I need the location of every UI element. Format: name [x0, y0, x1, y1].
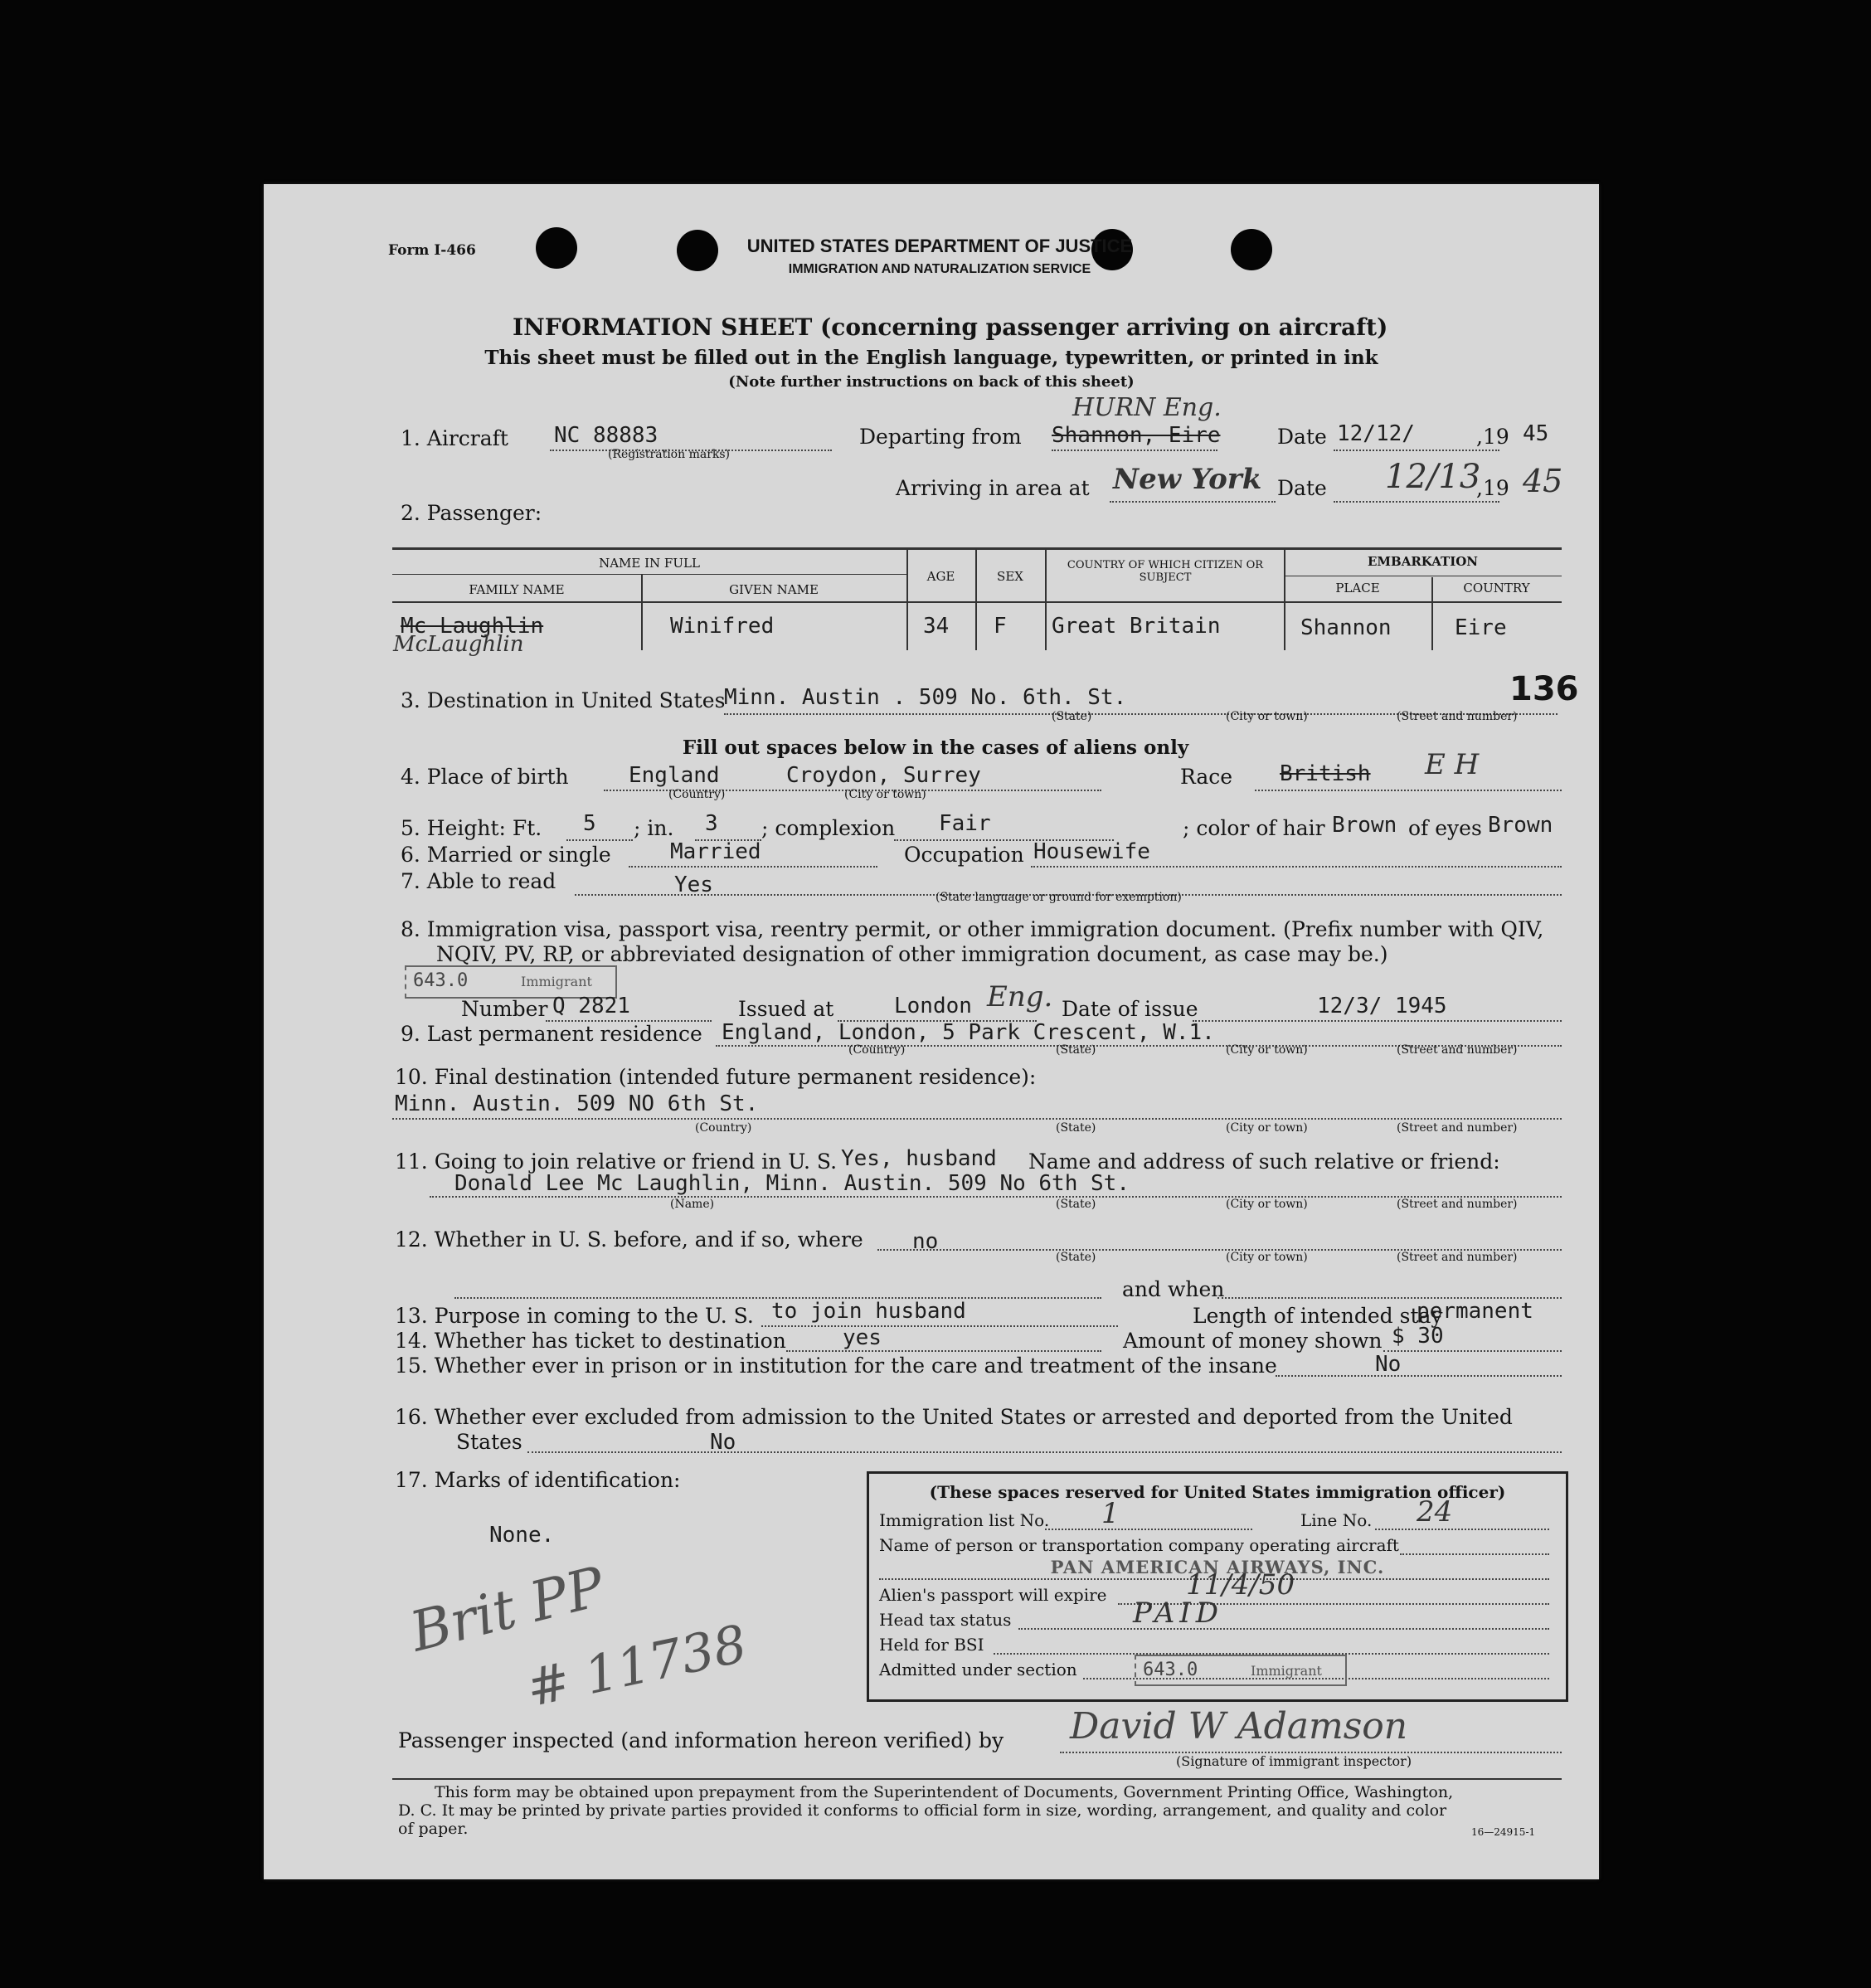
- street-caption: (Street and number): [1397, 1121, 1518, 1135]
- table-header-rule: [392, 574, 908, 575]
- table-divider: [975, 549, 977, 650]
- issue-date-value: 12/3/ 1945: [1317, 994, 1447, 1018]
- stamped-number: 136: [1509, 670, 1579, 708]
- name-in-full-header: NAME IN FULL: [599, 556, 700, 571]
- arriving-line: [1110, 501, 1276, 503]
- head-tax-value: PAID: [1133, 1597, 1223, 1630]
- purpose-line: [761, 1325, 1118, 1327]
- table-top-rule: [392, 547, 1562, 550]
- height-in-label: ; in.: [634, 816, 674, 840]
- country-caption: (Country): [848, 1043, 906, 1057]
- read-value: Yes: [674, 872, 713, 897]
- relative-name-label: Name and address of such relative or friend:: [1028, 1150, 1500, 1174]
- married-value: Married: [670, 839, 761, 864]
- occupation-value: Housewife: [1033, 839, 1150, 864]
- eyes-label: of eyes: [1408, 816, 1482, 840]
- city-caption: (City or town): [844, 788, 926, 801]
- document-label: 8. Immigration visa, passport visa, reentry permit, or other immigration document. (Prefix number with QIV,: [401, 917, 1544, 941]
- prison-value: No: [1375, 1352, 1402, 1377]
- line-number-label: Line No.: [1300, 1510, 1373, 1530]
- join-relative-label: 11. Going to join relative or friend in U. S.: [395, 1150, 838, 1174]
- street-caption: (Street and number): [1397, 1043, 1518, 1057]
- officer-box-title: (These spaces reserved for United States immigration officer): [929, 1482, 1506, 1502]
- family-name-header: FAMILY NAME: [469, 582, 565, 597]
- ticket-label: 14. Whether has ticket to destination: [395, 1329, 786, 1353]
- excluded-label-line2: States: [456, 1430, 522, 1454]
- passenger-label: 2. Passenger:: [401, 501, 542, 525]
- final-destination-line: [392, 1118, 1562, 1120]
- departing-year-value: 45: [1523, 421, 1549, 446]
- admitted-section-number: 643.0: [1143, 1660, 1198, 1680]
- section-stamp-word: Immigrant: [521, 974, 592, 989]
- registration-caption: (Registration marks): [608, 448, 731, 461]
- age-value: 34: [923, 614, 950, 639]
- company-label: Name of person or transportation company operating aircraft: [879, 1535, 1399, 1555]
- embarkation-country-header: COUNTRY: [1463, 581, 1530, 595]
- city-caption: (City or town): [1226, 710, 1308, 723]
- list-number-label: Immigration list No.: [879, 1510, 1050, 1530]
- occupation-line: [1031, 866, 1562, 868]
- race-typed: British: [1280, 761, 1371, 786]
- money-value: $ 30: [1392, 1324, 1444, 1349]
- service-title: IMMIGRATION AND NATURALIZATION SERVICE: [788, 262, 1091, 276]
- head-tax-line: [1018, 1628, 1549, 1630]
- eyes-value: Brown: [1488, 813, 1553, 838]
- issued-label: Issued at: [738, 997, 834, 1021]
- embarkation-country-value: Eire: [1455, 615, 1507, 640]
- aircraft-value: NC 88883: [554, 423, 658, 448]
- arriving-year-value: 45: [1523, 463, 1563, 499]
- birth-country-value: England: [629, 763, 720, 788]
- height-ft-line: [566, 839, 633, 841]
- handwritten-note-line1: Brit PP: [404, 1554, 611, 1665]
- department-title: UNITED STATES DEPARTMENT OF JUSTICE: [746, 236, 1133, 256]
- previous-visit-label: 12. Whether in U. S. before, and if so, where: [395, 1227, 863, 1252]
- departing-typed: Shannon, Eire: [1052, 423, 1221, 448]
- footer-code: 16—24915-1: [1471, 1826, 1536, 1838]
- footer-text-1: This form may be obtained upon prepayment from the Superintendent of Documents, Government Printing Office, Washington,: [435, 1783, 1454, 1801]
- read-caption: (State language or ground for exemption): [936, 891, 1182, 904]
- destination-label: 3. Destination in United States: [401, 688, 726, 712]
- departing-year-prefix: ,19: [1476, 425, 1509, 449]
- arriving-date-value: 12/13: [1385, 458, 1481, 496]
- held-for-bsi-label: Held for BSI: [879, 1635, 984, 1655]
- hair-label: ; color of hair: [1183, 816, 1325, 840]
- sex-value: F: [994, 614, 1007, 639]
- passport-expiry-label: Alien's passport will expire: [879, 1585, 1107, 1605]
- embarkation-place-value: Shannon: [1300, 615, 1392, 640]
- age-header: AGE: [926, 569, 955, 584]
- complexion-label: ; complexion: [761, 816, 896, 840]
- state-caption: (State): [1056, 1043, 1096, 1057]
- previous-visit-value: no: [912, 1229, 939, 1254]
- arriving-date-line: [1334, 501, 1499, 503]
- company-line-1: [1400, 1553, 1549, 1555]
- arriving-year-prefix: ,19: [1476, 476, 1509, 500]
- read-label: 7. Able to read: [401, 869, 556, 893]
- issued-handwritten: Eng.: [987, 980, 1053, 1013]
- departing-date-value: 12/12/: [1337, 421, 1415, 446]
- purpose-value: to join husband: [771, 1299, 966, 1324]
- family-name-handwritten: McLaughlin: [393, 632, 524, 657]
- document-label-line2: NQIV, PV, RP, or abbreviated designation of other immigration document, as case may be.): [436, 942, 1388, 966]
- footer-text-3: of paper.: [398, 1820, 469, 1838]
- height-label: 5. Height: Ft.: [401, 816, 542, 840]
- marks-value: None.: [489, 1523, 555, 1548]
- occupation-label: Occupation: [904, 843, 1024, 867]
- join-relative-value: Yes, husband: [841, 1146, 997, 1171]
- height-ft-value: 5: [583, 811, 596, 836]
- street-caption: (Street and number): [1397, 710, 1518, 723]
- form-number: Form I-466: [388, 242, 476, 259]
- information-sheet: [264, 184, 1599, 1879]
- state-caption: (State): [1056, 1121, 1096, 1135]
- last-residence-value: England, London, 5 Park Crescent, W.1.: [722, 1020, 1215, 1045]
- instruction-note: (Note further instructions on back of this sheet): [728, 373, 1135, 391]
- document-number-value: Q 2821: [552, 994, 630, 1018]
- arriving-date-label: Date: [1277, 476, 1327, 500]
- departing-handwritten: HURN Eng.: [1072, 393, 1222, 422]
- ticket-line: [786, 1350, 1101, 1352]
- married-label: 6. Married or single: [401, 843, 611, 867]
- state-caption: (State): [1052, 710, 1092, 723]
- company-value: PAN AMERICAN AIRWAYS, INC.: [1050, 1557, 1385, 1577]
- issue-date-label: Date of issue: [1062, 997, 1198, 1021]
- city-caption: (City or town): [1226, 1198, 1308, 1211]
- passport-expiry-value: 11/4/50: [1186, 1568, 1295, 1602]
- complexion-value: Fair: [939, 811, 991, 836]
- married-line: [629, 866, 877, 868]
- section-stamp-number: 643.0: [413, 970, 469, 991]
- admitted-section-label: Admitted under section: [879, 1660, 1077, 1679]
- final-destination-label: 10. Final destination (intended future permanent residence):: [395, 1065, 1037, 1089]
- marks-label: 17. Marks of identification:: [395, 1468, 681, 1492]
- place-header: PLACE: [1335, 581, 1380, 595]
- excluded-value: No: [710, 1430, 736, 1455]
- signature-caption: (Signature of immigrant inspector): [1176, 1753, 1412, 1769]
- line-number-value: 24: [1417, 1495, 1453, 1529]
- list-number-line: [1045, 1529, 1252, 1530]
- admitted-section-word: Immigrant: [1251, 1663, 1322, 1679]
- country-caption: (Country): [668, 788, 726, 801]
- officer-box: [867, 1471, 1568, 1702]
- and-when-label: and when: [1122, 1277, 1225, 1301]
- aliens-only-heading: Fill out spaces below in the cases of aliens only: [682, 736, 1189, 759]
- city-caption: (City or town): [1226, 1121, 1308, 1135]
- final-destination-value: Minn. Austin. 509 NO 6th St.: [395, 1091, 759, 1116]
- race-handwritten: E H: [1425, 748, 1480, 781]
- race-line: [1255, 790, 1562, 791]
- prison-line: [1276, 1375, 1562, 1377]
- handwritten-note-line2: # 11738: [521, 1612, 752, 1719]
- embarkation-header: EMBARKATION: [1367, 554, 1479, 569]
- state-caption: (State): [1056, 1251, 1096, 1264]
- street-caption: (Street and number): [1397, 1198, 1518, 1211]
- name-caption: (Name): [670, 1198, 715, 1211]
- aircraft-label: 1. Aircraft: [401, 426, 508, 450]
- issued-value: London: [894, 994, 972, 1018]
- table-divider: [906, 549, 908, 650]
- money-label: Amount of money shown: [1123, 1329, 1383, 1353]
- street-caption: (Street and number): [1397, 1251, 1518, 1264]
- excluded-line: [527, 1451, 1562, 1453]
- excluded-label: 16. Whether ever excluded from admission to the United States or arrested and deported from the United: [395, 1405, 1513, 1429]
- given-name-header: GIVEN NAME: [729, 582, 819, 597]
- table-divider: [1045, 549, 1047, 650]
- hair-value: Brown: [1332, 813, 1397, 838]
- birth-city-value: Croydon, Surrey: [786, 763, 981, 788]
- punch-hole: [536, 227, 577, 269]
- city-caption: (City or town): [1226, 1251, 1308, 1264]
- head-tax-label: Head tax status: [879, 1610, 1012, 1630]
- table-header-bottom: [392, 601, 1562, 603]
- page-title: INFORMATION SHEET (concerning passenger arriving on aircraft): [513, 314, 1388, 341]
- document-number-label: Number: [461, 997, 548, 1021]
- family-name-typed: Mc Laughlin: [401, 614, 544, 639]
- line-number-line: [1375, 1529, 1549, 1530]
- relative-value: Donald Lee Mc Laughlin, Minn. Austin. 509 No 6th St.: [454, 1171, 1130, 1196]
- birthplace-label: 4. Place of birth: [401, 765, 569, 789]
- money-line: [1383, 1350, 1562, 1352]
- arriving-value: New York: [1113, 463, 1262, 496]
- ticket-value: yes: [843, 1325, 882, 1350]
- height-in-value: 3: [705, 811, 718, 836]
- country-citizen-header: COUNTRY OF WHICH CITIZEN OR SUBJECT: [1067, 559, 1264, 584]
- departing-date-label: Date: [1277, 425, 1327, 449]
- purpose-label: 13. Purpose in coming to the U. S.: [395, 1304, 754, 1328]
- arriving-label: Arriving in area at: [896, 476, 1090, 500]
- admitted-section-stamp: [1135, 1655, 1347, 1686]
- stay-value: permanent: [1417, 1299, 1533, 1324]
- given-name-value: Winifred: [670, 614, 775, 639]
- departing-label: Departing from: [859, 425, 1022, 449]
- list-number-value: 1: [1101, 1497, 1120, 1530]
- last-residence-label: 9. Last permanent residence: [401, 1022, 702, 1046]
- inspection-label: Passenger inspected (and information hereon verified) by: [398, 1728, 1004, 1752]
- prison-label: 15. Whether ever in prison or in institution for the care and treatment of the insane: [395, 1354, 1277, 1378]
- footer-text-2: D. C. It may be printed by private parties provided it conforms to official form in size, wording, arrangement, and quality and color: [398, 1801, 1447, 1820]
- race-label: Race: [1180, 765, 1233, 789]
- destination-value: Minn. Austin . 509 No. 6th. St.: [724, 685, 1127, 710]
- inspector-signature: David W Adamson: [1070, 1705, 1408, 1747]
- country-caption: (Country): [695, 1121, 752, 1135]
- departing-date-line: [1334, 450, 1499, 451]
- city-caption: (City or town): [1226, 1043, 1308, 1057]
- instruction-text: This sheet must be filled out in the English language, typewritten, or printed in ink: [484, 347, 1378, 369]
- state-caption: (State): [1056, 1198, 1096, 1211]
- sex-header: SEX: [997, 569, 1023, 584]
- relative-line: [430, 1196, 1562, 1198]
- departing-line: [1052, 450, 1217, 451]
- stay-label: Length of intended stay: [1193, 1304, 1443, 1328]
- issue-date-line: [1193, 1020, 1562, 1022]
- citizen-value: Great Britain: [1052, 614, 1221, 639]
- punch-hole: [1231, 229, 1272, 270]
- footer-rule: [392, 1778, 1562, 1780]
